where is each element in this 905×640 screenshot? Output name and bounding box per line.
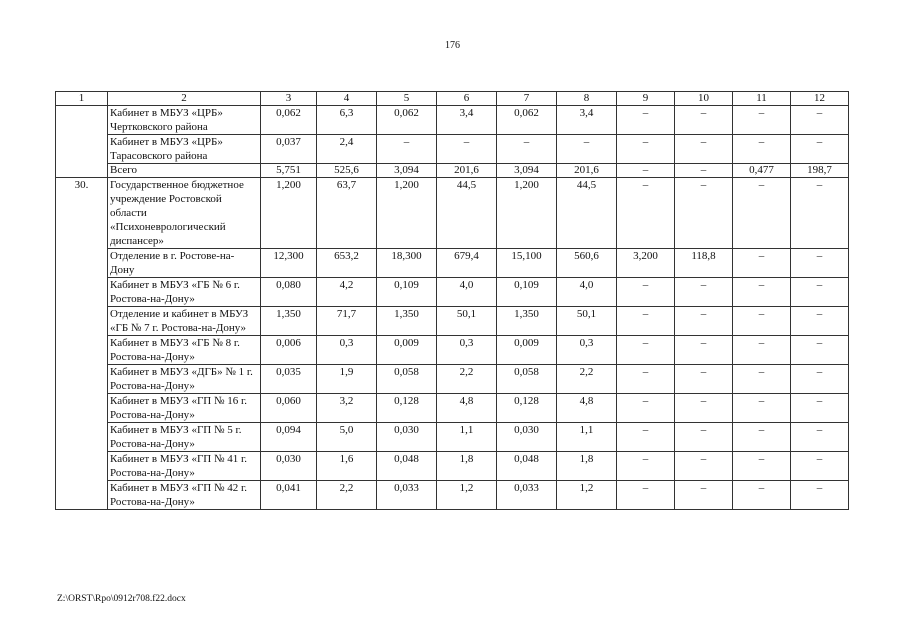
table-body xyxy=(56,106,849,510)
value-cell-col-6: 2,2 xyxy=(437,365,497,394)
column-header: 8 xyxy=(557,92,617,106)
value-cell-col-9: – xyxy=(617,135,675,164)
value-cell-col-7: 1,200 xyxy=(497,178,557,249)
value-cell-col-11: – xyxy=(733,106,791,135)
value-cell-col-8: 201,6 xyxy=(557,164,617,178)
value-cell-col-11: – xyxy=(733,394,791,423)
value-cell-col-10: – xyxy=(675,365,733,394)
value-cell-col-9: – xyxy=(617,365,675,394)
value-cell-col-3: 1,350 xyxy=(261,307,317,336)
column-header: 11 xyxy=(733,92,791,106)
value-cell-col-5: – xyxy=(377,135,437,164)
institution-name-cell: Кабинет в МБУЗ «ГП № 16 г. Ростова-на-Дону» xyxy=(108,394,261,423)
table-row xyxy=(56,164,849,178)
value-cell-col-11: – xyxy=(733,307,791,336)
table-row xyxy=(56,307,849,336)
value-cell-col-11: – xyxy=(733,452,791,481)
value-cell-col-11: – xyxy=(733,249,791,278)
column-header: 12 xyxy=(791,92,849,106)
value-cell-col-12: – xyxy=(791,249,849,278)
value-cell-col-10: – xyxy=(675,394,733,423)
value-cell-col-10: – xyxy=(675,106,733,135)
column-header: 3 xyxy=(261,92,317,106)
value-cell-col-5: 1,350 xyxy=(377,307,437,336)
table-row xyxy=(56,365,849,394)
institution-name-cell: Кабинет в МБУЗ «ГБ № 8 г. Ростова-на-Дону» xyxy=(108,336,261,365)
value-cell-col-10: – xyxy=(675,423,733,452)
value-cell-col-9: – xyxy=(617,394,675,423)
value-cell-col-12: – xyxy=(791,278,849,307)
value-cell-col-4: 63,7 xyxy=(317,178,377,249)
value-cell-col-8: – xyxy=(557,135,617,164)
value-cell-col-6: 201,6 xyxy=(437,164,497,178)
value-cell-col-11: – xyxy=(733,278,791,307)
value-cell-col-3: 1,200 xyxy=(261,178,317,249)
value-cell-col-12: – xyxy=(791,452,849,481)
institution-name-cell: Кабинет в МБУЗ «ГБ № 6 г. Ростова-на-Дону» xyxy=(108,278,261,307)
value-cell-col-7: 15,100 xyxy=(497,249,557,278)
value-cell-col-5: 0,030 xyxy=(377,423,437,452)
value-cell-col-9: – xyxy=(617,307,675,336)
value-cell-col-11: – xyxy=(733,365,791,394)
value-cell-col-4: 0,3 xyxy=(317,336,377,365)
value-cell-col-11: – xyxy=(733,423,791,452)
value-cell-col-5: 1,200 xyxy=(377,178,437,249)
value-cell-col-8: 1,2 xyxy=(557,481,617,510)
value-cell-col-9: – xyxy=(617,178,675,249)
value-cell-col-7: 0,033 xyxy=(497,481,557,510)
value-cell-col-8: 1,8 xyxy=(557,452,617,481)
value-cell-col-3: 0,030 xyxy=(261,452,317,481)
value-cell-col-11: – xyxy=(733,481,791,510)
institution-name-cell: Государственное бюджетное учреждение Ростовской области «Психоневрологический диспансер» xyxy=(108,178,261,249)
value-cell-col-6: 3,4 xyxy=(437,106,497,135)
value-cell-col-3: 0,060 xyxy=(261,394,317,423)
institution-name-cell: Кабинет в МБУЗ «ЦРБ» Чертковского района xyxy=(108,106,261,135)
value-cell-col-10: – xyxy=(675,336,733,365)
value-cell-col-8: 2,2 xyxy=(557,365,617,394)
value-cell-col-7: 0,030 xyxy=(497,423,557,452)
value-cell-col-11: 0,477 xyxy=(733,164,791,178)
value-cell-col-8: 4,0 xyxy=(557,278,617,307)
value-cell-col-8: 1,1 xyxy=(557,423,617,452)
value-cell-col-11: – xyxy=(733,178,791,249)
institution-name-cell: Кабинет в МБУЗ «ГП № 42 г. Ростова-на-Дону» xyxy=(108,481,261,510)
value-cell-col-8: 4,8 xyxy=(557,394,617,423)
column-header: 4 xyxy=(317,92,377,106)
value-cell-col-3: 12,300 xyxy=(261,249,317,278)
value-cell-col-7: 0,048 xyxy=(497,452,557,481)
value-cell-col-8: 0,3 xyxy=(557,336,617,365)
institution-name-cell: Кабинет в МБУЗ «ГП № 41 г. Ростова-на-Дону» xyxy=(108,452,261,481)
value-cell-col-6: 4,0 xyxy=(437,278,497,307)
value-cell-col-4: 3,2 xyxy=(317,394,377,423)
value-cell-col-9: – xyxy=(617,278,675,307)
row-index-cell: 30. xyxy=(56,178,108,510)
value-cell-col-9: 3,200 xyxy=(617,249,675,278)
value-cell-col-9: – xyxy=(617,106,675,135)
value-cell-col-3: 0,041 xyxy=(261,481,317,510)
value-cell-col-4: 4,2 xyxy=(317,278,377,307)
value-cell-col-9: – xyxy=(617,164,675,178)
column-header: 2 xyxy=(108,92,261,106)
value-cell-col-6: 1,8 xyxy=(437,452,497,481)
column-header: 7 xyxy=(497,92,557,106)
value-cell-col-3: 5,751 xyxy=(261,164,317,178)
data-table xyxy=(55,91,849,510)
value-cell-col-12: 198,7 xyxy=(791,164,849,178)
value-cell-col-7: 0,062 xyxy=(497,106,557,135)
file-path-footer: Z:\ORST\Rpo\0912r708.f22.docx xyxy=(57,594,186,604)
value-cell-col-10: – xyxy=(675,278,733,307)
institution-name-cell: Кабинет в МБУЗ «ГП № 5 г. Ростова-на-Дону» xyxy=(108,423,261,452)
value-cell-col-7: 0,128 xyxy=(497,394,557,423)
table-row xyxy=(56,336,849,365)
column-header: 1 xyxy=(56,92,108,106)
value-cell-col-6: 44,5 xyxy=(437,178,497,249)
value-cell-col-9: – xyxy=(617,423,675,452)
value-cell-col-5: 0,062 xyxy=(377,106,437,135)
value-cell-col-6: 1,2 xyxy=(437,481,497,510)
value-cell-col-12: – xyxy=(791,135,849,164)
value-cell-col-8: 3,4 xyxy=(557,106,617,135)
value-cell-col-10: – xyxy=(675,164,733,178)
value-cell-col-6: 679,4 xyxy=(437,249,497,278)
column-header: 6 xyxy=(437,92,497,106)
value-cell-col-4: 5,0 xyxy=(317,423,377,452)
value-cell-col-8: 50,1 xyxy=(557,307,617,336)
table-row xyxy=(56,135,849,164)
value-cell-col-3: 0,037 xyxy=(261,135,317,164)
table-row xyxy=(56,178,849,249)
value-cell-col-10: – xyxy=(675,452,733,481)
value-cell-col-9: – xyxy=(617,481,675,510)
column-header: 10 xyxy=(675,92,733,106)
value-cell-col-11: – xyxy=(733,336,791,365)
value-cell-col-5: 0,109 xyxy=(377,278,437,307)
table-row xyxy=(56,249,849,278)
value-cell-col-5: 0,058 xyxy=(377,365,437,394)
value-cell-col-4: 71,7 xyxy=(317,307,377,336)
value-cell-col-8: 44,5 xyxy=(557,178,617,249)
value-cell-col-6: 4,8 xyxy=(437,394,497,423)
value-cell-col-5: 0,128 xyxy=(377,394,437,423)
value-cell-col-5: 3,094 xyxy=(377,164,437,178)
row-index-cell xyxy=(56,106,108,178)
institution-name-cell: Отделение и кабинет в МБУЗ «ГБ № 7 г. Ростова-на-Дону» xyxy=(108,307,261,336)
value-cell-col-12: – xyxy=(791,178,849,249)
value-cell-col-4: 525,6 xyxy=(317,164,377,178)
institution-name-cell: Отделение в г. Ростове-на-Дону xyxy=(108,249,261,278)
table-row xyxy=(56,394,849,423)
value-cell-col-10: – xyxy=(675,178,733,249)
table-header-row xyxy=(56,92,849,106)
value-cell-col-8: 560,6 xyxy=(557,249,617,278)
institution-name-cell: Кабинет в МБУЗ «ДГБ» № 1 г. Ростова-на-Дону» xyxy=(108,365,261,394)
value-cell-col-12: – xyxy=(791,336,849,365)
table-row xyxy=(56,423,849,452)
value-cell-col-4: 6,3 xyxy=(317,106,377,135)
table-row xyxy=(56,106,849,135)
table-row xyxy=(56,481,849,510)
value-cell-col-4: 1,6 xyxy=(317,452,377,481)
value-cell-col-10: – xyxy=(675,481,733,510)
value-cell-col-3: 0,080 xyxy=(261,278,317,307)
value-cell-col-5: 0,048 xyxy=(377,452,437,481)
value-cell-col-10: – xyxy=(675,135,733,164)
value-cell-col-7: 1,350 xyxy=(497,307,557,336)
value-cell-col-5: 18,300 xyxy=(377,249,437,278)
value-cell-col-4: 1,9 xyxy=(317,365,377,394)
value-cell-col-11: – xyxy=(733,135,791,164)
value-cell-col-6: 1,1 xyxy=(437,423,497,452)
value-cell-col-12: – xyxy=(791,394,849,423)
value-cell-col-4: 2,4 xyxy=(317,135,377,164)
value-cell-col-6: – xyxy=(437,135,497,164)
value-cell-col-7: 0,009 xyxy=(497,336,557,365)
value-cell-col-9: – xyxy=(617,336,675,365)
page-number: 176 xyxy=(445,40,460,51)
value-cell-col-3: 0,062 xyxy=(261,106,317,135)
value-cell-col-4: 2,2 xyxy=(317,481,377,510)
value-cell-col-12: – xyxy=(791,481,849,510)
value-cell-col-7: – xyxy=(497,135,557,164)
value-cell-col-10: 118,8 xyxy=(675,249,733,278)
value-cell-col-6: 50,1 xyxy=(437,307,497,336)
value-cell-col-5: 0,033 xyxy=(377,481,437,510)
value-cell-col-12: – xyxy=(791,423,849,452)
value-cell-col-12: – xyxy=(791,365,849,394)
institution-name-cell: Кабинет в МБУЗ «ЦРБ» Тарасовского района xyxy=(108,135,261,164)
value-cell-col-7: 3,094 xyxy=(497,164,557,178)
value-cell-col-9: – xyxy=(617,452,675,481)
institution-name-cell: Всего xyxy=(108,164,261,178)
value-cell-col-12: – xyxy=(791,307,849,336)
value-cell-col-5: 0,009 xyxy=(377,336,437,365)
value-cell-col-4: 653,2 xyxy=(317,249,377,278)
table-row xyxy=(56,278,849,307)
column-header: 9 xyxy=(617,92,675,106)
column-header: 5 xyxy=(377,92,437,106)
value-cell-col-3: 0,094 xyxy=(261,423,317,452)
value-cell-col-7: 0,058 xyxy=(497,365,557,394)
table-row xyxy=(56,452,849,481)
value-cell-col-10: – xyxy=(675,307,733,336)
value-cell-col-6: 0,3 xyxy=(437,336,497,365)
value-cell-col-3: 0,006 xyxy=(261,336,317,365)
value-cell-col-3: 0,035 xyxy=(261,365,317,394)
value-cell-col-7: 0,109 xyxy=(497,278,557,307)
value-cell-col-12: – xyxy=(791,106,849,135)
